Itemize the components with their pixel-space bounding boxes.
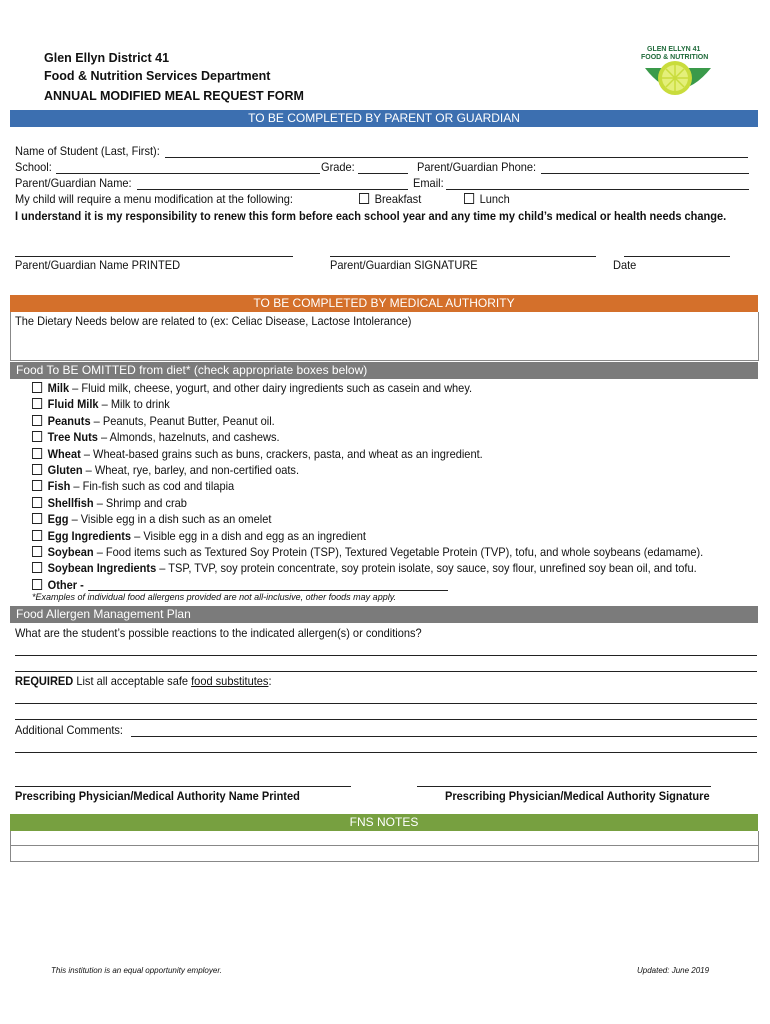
omit-checkbox[interactable] (32, 464, 42, 475)
email-field[interactable] (446, 189, 749, 190)
date-line[interactable] (624, 256, 730, 257)
student-name-label: Name of Student (Last, First): (15, 144, 160, 158)
omit-item[interactable] (32, 413, 275, 429)
omit-item[interactable] (32, 560, 697, 576)
footer-updated: Updated: June 2019 (637, 966, 710, 975)
breakfast-label: Breakfast (374, 192, 422, 206)
dietary-needs-label: The Dietary Needs below are related to (ex: Celiac Disease, Lactose Intolerance) (15, 314, 412, 328)
lunch-option[interactable] (464, 192, 510, 207)
lunch-checkbox[interactable] (464, 193, 474, 204)
grade-label: Grade: (321, 160, 355, 174)
omit-item-name: Fish (47, 479, 71, 494)
department-name: Food & Nutrition Services Department (44, 69, 271, 83)
omit-checkbox[interactable] (32, 562, 42, 573)
omit-item-name: Shellfish (47, 495, 94, 510)
school-field[interactable] (56, 173, 320, 174)
physician-signature-line[interactable] (417, 786, 711, 787)
omit-item[interactable] (32, 577, 84, 593)
omit-item-desc: – Visible egg in a dish such as an omelet (68, 512, 272, 527)
omit-checkbox[interactable] (32, 546, 42, 557)
logo-text-bottom: FOOD & NUTRITION (641, 54, 709, 61)
grade-field[interactable] (358, 173, 408, 174)
guardian-name-label: Parent/Guardian Name: (15, 176, 132, 190)
omit-item[interactable] (32, 495, 187, 511)
omit-item-name: Milk (47, 381, 70, 395)
omit-item-name: Soybean (47, 545, 94, 559)
required-colon: : (268, 674, 272, 688)
substitutes-line-2[interactable] (15, 719, 757, 720)
omit-item-name: Wheat (47, 446, 81, 461)
comments-line-2[interactable] (15, 752, 757, 753)
comments-label: Additional Comments: (15, 723, 123, 737)
guardian-signature-label: Parent/Guardian SIGNATURE (330, 258, 478, 272)
omit-item[interactable] (32, 478, 234, 494)
lunch-label: Lunch (479, 192, 510, 206)
omit-item-desc: – TSP, TVP, soy protein concentrate, soy protein isolate, soy sauce, soy flour, unrefined soy bean oil, and tofu. (156, 561, 697, 576)
physician-printed-line[interactable] (15, 786, 351, 787)
guardian-printed-line[interactable] (15, 256, 293, 257)
omit-item-desc: – Visible egg in a dish and egg as an ingredient (131, 528, 366, 543)
omit-item-name: Fluid Milk (47, 397, 99, 412)
guardian-signature-line[interactable] (330, 256, 596, 257)
fns-notes-divider (10, 845, 758, 846)
substitutes-line-1[interactable] (15, 703, 757, 704)
omit-section-banner: Food To BE OMITTED from diet* (check appropriate boxes below) (10, 362, 758, 379)
physician-printed-label: Prescribing Physician/Medical Authority Name Printed (15, 789, 300, 803)
omit-item-desc: – Milk to drink (98, 397, 170, 412)
required-word: REQUIRED (15, 674, 74, 688)
omit-item-desc: – Food items such as Textured Soy Protein (TSP), Textured Vegetable Protein (TVP), tofu, and whole soybeans (edamame). (93, 545, 704, 559)
omit-checkbox[interactable] (32, 431, 42, 442)
school-label: School: (15, 160, 52, 174)
omit-checkbox[interactable] (32, 398, 42, 409)
parent-section-banner: TO BE COMPLETED BY PARENT OR GUARDIAN (10, 110, 758, 127)
omit-checkbox[interactable] (32, 579, 42, 590)
omit-checkbox[interactable] (32, 530, 42, 541)
omit-checkbox[interactable] (32, 448, 42, 459)
fns-notes-banner: FNS NOTES (10, 814, 758, 831)
omit-item-desc: – Fluid milk, cheese, yogurt, and other dairy ingredients such as casein and whey. (69, 381, 473, 395)
omit-item-desc: – Fin-fish such as cod and tilapia (70, 479, 235, 494)
district-name: Glen Ellyn District 41 (44, 51, 170, 65)
required-substitutes-label (15, 674, 272, 689)
omit-item-desc: – Almonds, hazelnuts, and cashews. (97, 430, 280, 445)
footer-equal-opportunity: This institution is an equal opportunity employer. (51, 966, 222, 975)
phone-label: Parent/Guardian Phone: (417, 160, 537, 174)
omit-item[interactable] (32, 544, 703, 560)
omit-item[interactable] (32, 446, 483, 462)
omit-item-desc: – Peanuts, Peanut Butter, Peanut oil. (90, 413, 275, 428)
omit-item-name: Gluten (47, 463, 83, 477)
reactions-question: What are the student’s possible reactions to the indicated allergen(s) or conditions? (15, 626, 422, 640)
omit-checkbox[interactable] (32, 415, 42, 426)
guardian-printed-label: Parent/Guardian Name PRINTED (15, 258, 181, 272)
omit-item-desc: – Wheat, rye, barley, and non-certified oats. (82, 463, 300, 477)
omit-item[interactable] (32, 396, 170, 412)
reactions-line-2[interactable] (15, 671, 757, 672)
required-text: List all acceptable safe (73, 674, 192, 688)
district-logo (637, 40, 717, 100)
omit-item-name: Soybean Ingredients (47, 561, 157, 576)
omit-item-desc: – Shrimp and crab (93, 495, 187, 510)
logo-text-top: GLEN ELLYN 41 (647, 46, 701, 53)
phone-field[interactable] (541, 173, 749, 174)
omit-checkbox[interactable] (32, 513, 42, 524)
omit-item[interactable] (32, 528, 366, 544)
date-label: Date (613, 258, 637, 272)
allergen-footnote: *Examples of individual food allergens provided are not all-inclusive, other foods may apply. (32, 592, 397, 602)
breakfast-option[interactable] (359, 192, 421, 207)
menu-mod-label: My child will require a menu modification at the following: (15, 192, 293, 206)
reactions-line-1[interactable] (15, 655, 757, 656)
omit-item[interactable] (32, 462, 299, 478)
omit-item[interactable] (32, 429, 280, 445)
student-name-field[interactable] (165, 157, 748, 158)
allergen-plan-banner: Food Allergen Management Plan (10, 606, 758, 623)
medical-section-banner: TO BE COMPLETED BY MEDICAL AUTHORITY (10, 295, 758, 312)
form-title: ANNUAL MODIFIED MEAL REQUEST FORM (44, 89, 304, 103)
breakfast-checkbox[interactable] (359, 193, 369, 204)
omit-item[interactable] (32, 511, 271, 527)
omit-checkbox[interactable] (32, 382, 42, 393)
food-substitutes-text: food substitutes (191, 674, 269, 688)
omit-checkbox[interactable] (32, 480, 42, 491)
omit-checkbox[interactable] (32, 497, 42, 508)
responsibility-statement: I understand it is my responsibility to renew this form before each school year and any time my child’s medical or health needs change. (15, 209, 727, 223)
omit-item-name: Egg Ingredients (47, 528, 132, 543)
omit-item-name: Peanuts (47, 413, 91, 428)
other-field[interactable] (88, 590, 448, 591)
fns-notes-box[interactable] (10, 831, 759, 862)
email-label: Email: (413, 176, 444, 190)
guardian-name-field[interactable] (137, 189, 408, 190)
comments-line-1[interactable] (131, 736, 757, 737)
omit-item[interactable] (32, 380, 472, 396)
omit-item-name: Other - (47, 577, 84, 592)
omit-item-desc: – Wheat-based grains such as buns, crackers, pasta, and wheat as an ingredient. (80, 446, 483, 461)
omit-item-name: Tree Nuts (47, 430, 98, 445)
omit-item-name: Egg (47, 512, 69, 527)
physician-signature-label: Prescribing Physician/Medical Authority Signature (445, 789, 710, 803)
